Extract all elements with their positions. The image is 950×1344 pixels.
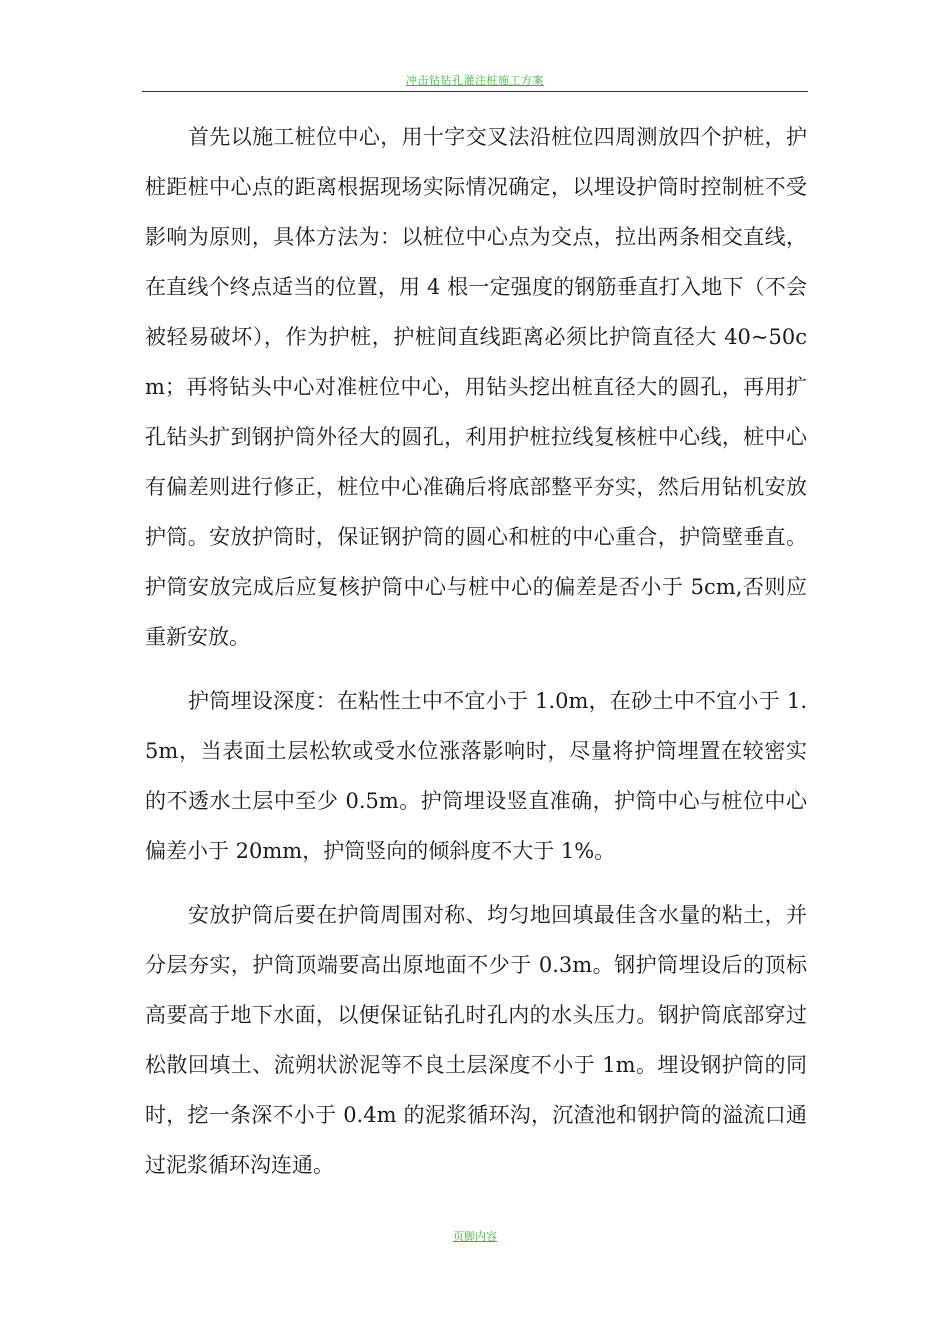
document-body xyxy=(145,112,807,1204)
header-divider xyxy=(142,91,808,92)
page-header-title: 冲击钻钻孔灌注桩施工方案 xyxy=(406,74,544,87)
page-footer: 页脚内容 xyxy=(453,1230,497,1243)
paragraph-pile-positioning: 首先以施工桩位中心，用十字交叉法沿桩位四周测放四个护桩，护桩距桩中心点的距离根据现场实际情况确定，以埋设护筒时控制桩不受影响为原则，具体方法为：以桩位中心点为交点，拉出两条相交直线，在直线个终点适当的位置，用 4 根一定强度的钢筋垂直打入地下（不会被轻易破坏），作为护桩，护桩间直线距离必须比护筒直径大 40~50cm；再将钻头中心对准桩位中心，用钻头挖出桩直径大的圆孔，再用扩孔钻头扩到钢护筒外径大的圆孔，利用护桩拉线复核桩中心线，桩中心有偏差则进行修正，桩位中心准确后将底部整平夯实，然后用钻机安放护筒。安放护筒时，保证钢护筒的圆心和桩的中心重合，护筒壁垂直。护筒安放完成后应复核护筒中心与桩中心的偏差是否小于 5cm,否则应重新安放。 xyxy=(145,125,807,649)
paragraph-casing-depth: 护筒埋设深度：在粘性土中不宜小于 1.0m，在砂土中不宜小于 1.5m，当表面土层松软或受水位涨落影响时，尽量将护筒埋置在较密实的不透水土层中至少 0.5m。护筒埋设竖直准确，护筒中心与桩位中心偏差小于 20mm，护筒竖向的倾斜度不大于 1%。 xyxy=(145,689,807,863)
paragraph-backfill: 安放护筒后要在护筒周围对称、均匀地回填最佳含水量的粘土，并分层夯实，护筒顶端要高出原地面不少于 0.3m。钢护筒埋设后的顶标高要高于地下水面，以便保证钻孔时孔内的水头压力。钢护筒底部穿过松散回填土、流朔状淤泥等不良土层深度不小于 1m。埋设钢护筒的同时，挖一条深不小于 0.4m 的泥浆循环沟，沉渣池和钢护筒的溢流口通过泥浆循环沟连通。 xyxy=(145,903,807,1177)
